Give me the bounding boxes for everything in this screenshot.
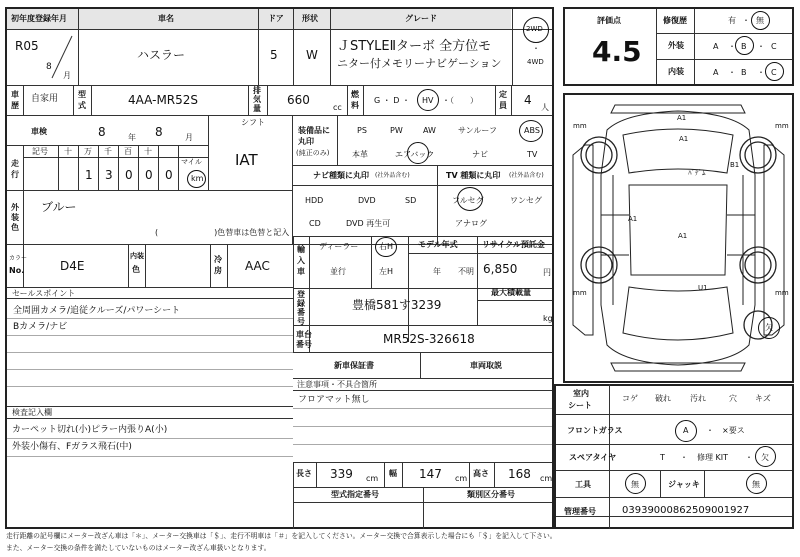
navi-cd: CD — [309, 219, 321, 228]
spare-label: スペアタイヤ — [569, 453, 617, 462]
warranty-label: 新車保証書 — [334, 361, 374, 370]
sheet-hole: 穴 — [729, 394, 737, 403]
recycle-value: 6,850 — [483, 262, 518, 276]
model-year-unit: 年 — [433, 267, 441, 276]
registration-value: 豊橋581す3239 — [352, 298, 442, 312]
spare-none: 欠 — [761, 453, 769, 462]
import-left: 左H — [379, 267, 394, 276]
mileage-header-10man: 十 — [64, 147, 72, 156]
equip-navi: ナビ — [472, 150, 488, 159]
diagram-mark: A1 — [678, 232, 688, 240]
displacement-label1: 排 — [253, 86, 261, 95]
sales-point-label: セールスポイント — [12, 289, 76, 298]
ext-color-label3: 色 — [11, 223, 19, 232]
first-reg-month-unit: 月 — [63, 71, 71, 80]
mgmt-label: 管理番号 — [564, 507, 596, 516]
navi-dvd-play: DVD 再生可 — [346, 219, 391, 228]
color-no-label2: No. — [9, 266, 25, 275]
repair-dot: ・ — [742, 16, 750, 25]
import-label2: 入 — [297, 256, 305, 265]
grade-line2: ニター付メモリーナビゲーション — [337, 57, 502, 70]
mileage-digit: 0 — [125, 168, 133, 182]
first-reg-label: 初年度登録年月 — [11, 14, 67, 23]
jack-value: 無 — [752, 480, 760, 489]
diagram-mark: B1 — [730, 161, 740, 169]
color-no-label1: カラー — [9, 255, 28, 262]
navi-sd: SD — [405, 196, 417, 205]
import-label1: 輸 — [297, 245, 305, 254]
chassis-value: MR52S-326618 — [383, 332, 475, 346]
interior-c: C — [771, 68, 777, 77]
dims-width: 147 — [419, 467, 442, 481]
ext-color-value: ブルー — [41, 200, 77, 214]
ext-color-label2: 装 — [11, 213, 19, 222]
exterior-c: C — [771, 42, 777, 51]
navi-sub: (社外品含む) — [375, 172, 410, 179]
ext-color-note: ( )色替車は色替と記入 — [155, 228, 290, 237]
inspection-month-unit: 月 — [185, 133, 193, 142]
windshield-dot: ・ — [706, 426, 714, 435]
diagram-mark: A1 — [679, 135, 689, 143]
model-label1: 型 — [78, 90, 86, 99]
rating-value: 4.5 — [592, 35, 642, 68]
model-year-label: モデル年式 — [418, 240, 458, 249]
equip-pw: PW — [390, 126, 403, 135]
mileage-digit: 3 — [105, 168, 113, 182]
ext-color-label1: 外 — [11, 203, 19, 212]
equip-abs: ABS — [524, 126, 540, 135]
fuel-other: ・（ ） — [442, 96, 478, 105]
dims-width-label: 幅 — [389, 469, 397, 478]
registration-label-4: 号 — [297, 317, 305, 326]
mm-label: mm — [573, 289, 587, 297]
capacity-label1: 定 — [499, 90, 507, 99]
equip-leather: 本革 — [352, 150, 368, 159]
mileage-header-juu: 十 — [144, 147, 152, 156]
diagram-mark: U1 — [698, 284, 708, 292]
tv-analog: アナログ — [455, 219, 487, 228]
max-load-unit: kg — [543, 314, 553, 323]
navi-title: ナビ種類に丸印 — [313, 171, 369, 180]
tv-oneseg: ワンセグ — [510, 196, 542, 205]
model-year-unknown: 不明 — [458, 267, 474, 276]
car-name-value: ハスラー — [137, 48, 186, 62]
shift-value: IAT — [235, 151, 258, 169]
sales-point-line2: Bカメラ/ナビ — [13, 322, 68, 332]
chassis-label-2: 番号 — [296, 340, 312, 349]
notes-value: フロアマット無し — [298, 395, 370, 405]
capacity-unit: 人 — [541, 103, 549, 112]
drive-dot: ・ — [532, 44, 540, 53]
interior-label: 内装 — [668, 67, 684, 76]
interior-sheet-label2: シート — [568, 401, 592, 410]
equip-airbag: エアバック — [395, 150, 435, 159]
mileage-digit: 0 — [145, 168, 153, 182]
inspection-year-unit: 年 — [128, 133, 136, 142]
jack-label: ジャッキ — [668, 480, 700, 489]
capacity-value: 4 — [524, 93, 532, 107]
mileage-digit: 1 — [85, 168, 93, 182]
tv-sub: (社外品含む) — [509, 172, 544, 179]
navi-dvd: DVD — [358, 196, 376, 205]
sheet-tear: 破れ — [655, 394, 671, 403]
model-label2: 式 — [78, 101, 86, 110]
mm-label: mm — [573, 122, 587, 130]
mileage-header-code: 記号 — [32, 147, 48, 156]
grade-line1: ＪSTYLEⅡターボ 全方位モ — [337, 39, 492, 54]
dims-length: 339 — [330, 467, 353, 481]
mileage-label2: 行 — [11, 170, 19, 179]
mgmt-value: 03939000862509001927 — [622, 505, 750, 516]
mileage-header-man: 万 — [84, 147, 92, 156]
dims-length-unit: cm — [366, 474, 379, 483]
shape-value: W — [306, 48, 318, 62]
mileage-header-mile: マイル — [181, 158, 202, 166]
dims-length-label: 長さ — [296, 469, 312, 478]
diagram-missing: 欠 — [765, 323, 773, 332]
equipment-title1: 装備品に — [298, 126, 330, 135]
doors-value: 5 — [270, 48, 278, 62]
spare-t: T — [660, 453, 665, 462]
int-color-label1: 内装 — [130, 252, 144, 260]
color-no-value: D4E — [60, 259, 85, 273]
equip-aw: AW — [423, 126, 436, 135]
dims-width-unit: cm — [455, 474, 468, 483]
exterior-dot2: ・ — [757, 42, 765, 51]
first-reg-era: R05 — [15, 39, 39, 53]
interior-dot1: ・ — [728, 68, 736, 77]
mileage-label1: 走 — [11, 159, 19, 168]
max-load-label: 最大積載量 — [491, 288, 531, 297]
usage-label2: 歴 — [11, 101, 19, 110]
tools-label: 工具 — [575, 480, 591, 489]
sales-point-line1: 全周囲カメラ/追従クルーズ/パワーシート — [13, 306, 181, 316]
import-dealer: ディーラー — [319, 242, 359, 251]
drive-4wd: 4WD — [527, 58, 544, 66]
mileage-header-sen: 千 — [104, 147, 112, 156]
displacement-unit: cc — [333, 103, 342, 112]
notes-label: 注意事項・不具合箇所 — [297, 380, 377, 389]
shift-label: シフト — [241, 118, 265, 127]
navi-hdd: HDD — [305, 196, 324, 205]
exterior-label: 外装 — [668, 41, 684, 50]
interior-a: A — [713, 68, 719, 77]
exterior-dot1: ・ — [728, 42, 736, 51]
fuel-label1: 燃 — [351, 90, 359, 99]
int-color-label2: 色 — [132, 265, 140, 274]
inspector-label: 検査記入欄 — [12, 408, 52, 417]
equip-ps: PS — [357, 126, 367, 135]
equip-sunroof: サンルーフ — [458, 126, 497, 135]
diagram-mark: ﾊﾞﾃﾞﾑ — [688, 169, 706, 177]
import-right: 右H — [379, 242, 394, 251]
inspection-year: 8 — [98, 125, 106, 139]
ac-label1: 冷 — [214, 255, 222, 264]
capacity-label2: 員 — [499, 101, 507, 110]
registration-label-2: 録 — [297, 299, 305, 308]
spare-kit: 修理 KIT — [697, 453, 729, 462]
fuel-options: G ・ D ・ — [374, 96, 410, 105]
interior-b: B — [741, 68, 747, 77]
fuel-hv: HV — [422, 96, 434, 105]
footer-line1: 走行距離の記号欄にメーター改ざん車は「＊」、メーター交換車は「＄」、走行不明車は「＃」を記入してください。メーター交換で合算表示した場合にも「＄」を記入して下さい。 — [6, 532, 557, 540]
displacement-value: 660 — [287, 93, 310, 107]
dims-height: 168 — [508, 467, 531, 481]
sheet-stain: 汚れ — [690, 394, 706, 403]
import-parallel: 並行 — [330, 267, 346, 276]
mm-label: mm — [775, 289, 789, 297]
type-designation-label: 型式指定番号 — [331, 490, 379, 499]
repair-label: 修復歴 — [663, 16, 687, 25]
diagram-mark: A1 — [677, 114, 687, 122]
interior-sheet-label1: 室内 — [573, 389, 589, 398]
first-reg-month: 8 — [46, 62, 52, 72]
grade-label: グレード — [405, 14, 437, 23]
sheet-scratch: キズ — [755, 394, 771, 403]
drive-2wd: 2WD — [526, 25, 543, 33]
fuel-label2: 料 — [351, 101, 359, 110]
footer-line2: また、メーター交換の条件を満たしていないものはメーター改ざん車扱いとなります。 — [6, 544, 271, 552]
tv-title: TV 種類に丸印 — [446, 171, 501, 180]
inspection-month: 8 — [155, 125, 163, 139]
usage-label1: 車 — [11, 90, 19, 99]
windshield-x: ×要ス — [722, 426, 745, 435]
chassis-label-1: 車台 — [296, 330, 312, 339]
windshield-label: フロントガラス — [567, 426, 623, 435]
mileage-header-hyaku: 百 — [124, 147, 132, 156]
spare-dot2: ・ — [745, 453, 753, 462]
manual-label: 車両取説 — [470, 361, 502, 370]
dims-height-label: 高さ — [473, 469, 489, 478]
spare-dot1: ・ — [680, 453, 688, 462]
equipment-title3: (純正のみ) — [296, 149, 330, 157]
category-label: 類別区分番号 — [467, 490, 515, 499]
mileage-digit: 0 — [165, 168, 173, 182]
mm-label: mm — [775, 122, 789, 130]
equipment-title2: 丸印 — [298, 137, 314, 146]
interior-dot2: ・ — [757, 68, 765, 77]
registration-label-3: 番 — [297, 308, 305, 317]
repair-yes: 有 — [728, 16, 736, 25]
recycle-unit: 円 — [543, 268, 551, 277]
equip-tv: TV — [527, 150, 538, 159]
windshield-a: A — [683, 426, 689, 435]
recycle-label: リサイクル預託金 — [482, 240, 545, 249]
exterior-b: B — [741, 42, 747, 51]
model-value: 4AA-MR52S — [128, 93, 199, 107]
inspector-line1: カーペット切れ(小)ピラー内張りA(小) — [12, 425, 168, 435]
diagram-mark: A1 — [628, 215, 638, 223]
usage-value: 自家用 — [31, 94, 59, 104]
doors-label: ドア — [268, 14, 284, 23]
displacement-label3: 量 — [253, 104, 261, 113]
tv-fullseg: フルセグ — [452, 196, 484, 205]
dims-height-unit: cm — [540, 474, 553, 483]
rating-label: 評価点 — [597, 16, 621, 25]
tools-value: 無 — [631, 480, 639, 489]
import-label3: 車 — [297, 267, 305, 276]
inspection-label: 車検 — [31, 127, 47, 136]
car-name-label: 車名 — [158, 14, 174, 23]
inspector-line2: 外装小傷有、Fガラス飛石(中) — [12, 442, 132, 452]
ac-value: AAC — [245, 259, 270, 273]
mileage-unit: km — [191, 174, 204, 183]
exterior-a: A — [713, 42, 719, 51]
shape-label: 形状 — [302, 14, 318, 23]
registration-label-1: 登 — [297, 290, 305, 299]
sheet-burn: コゲ — [622, 394, 638, 403]
displacement-label2: 気 — [253, 95, 261, 104]
repair-no: 無 — [756, 16, 764, 25]
ac-label2: 房 — [214, 266, 222, 275]
